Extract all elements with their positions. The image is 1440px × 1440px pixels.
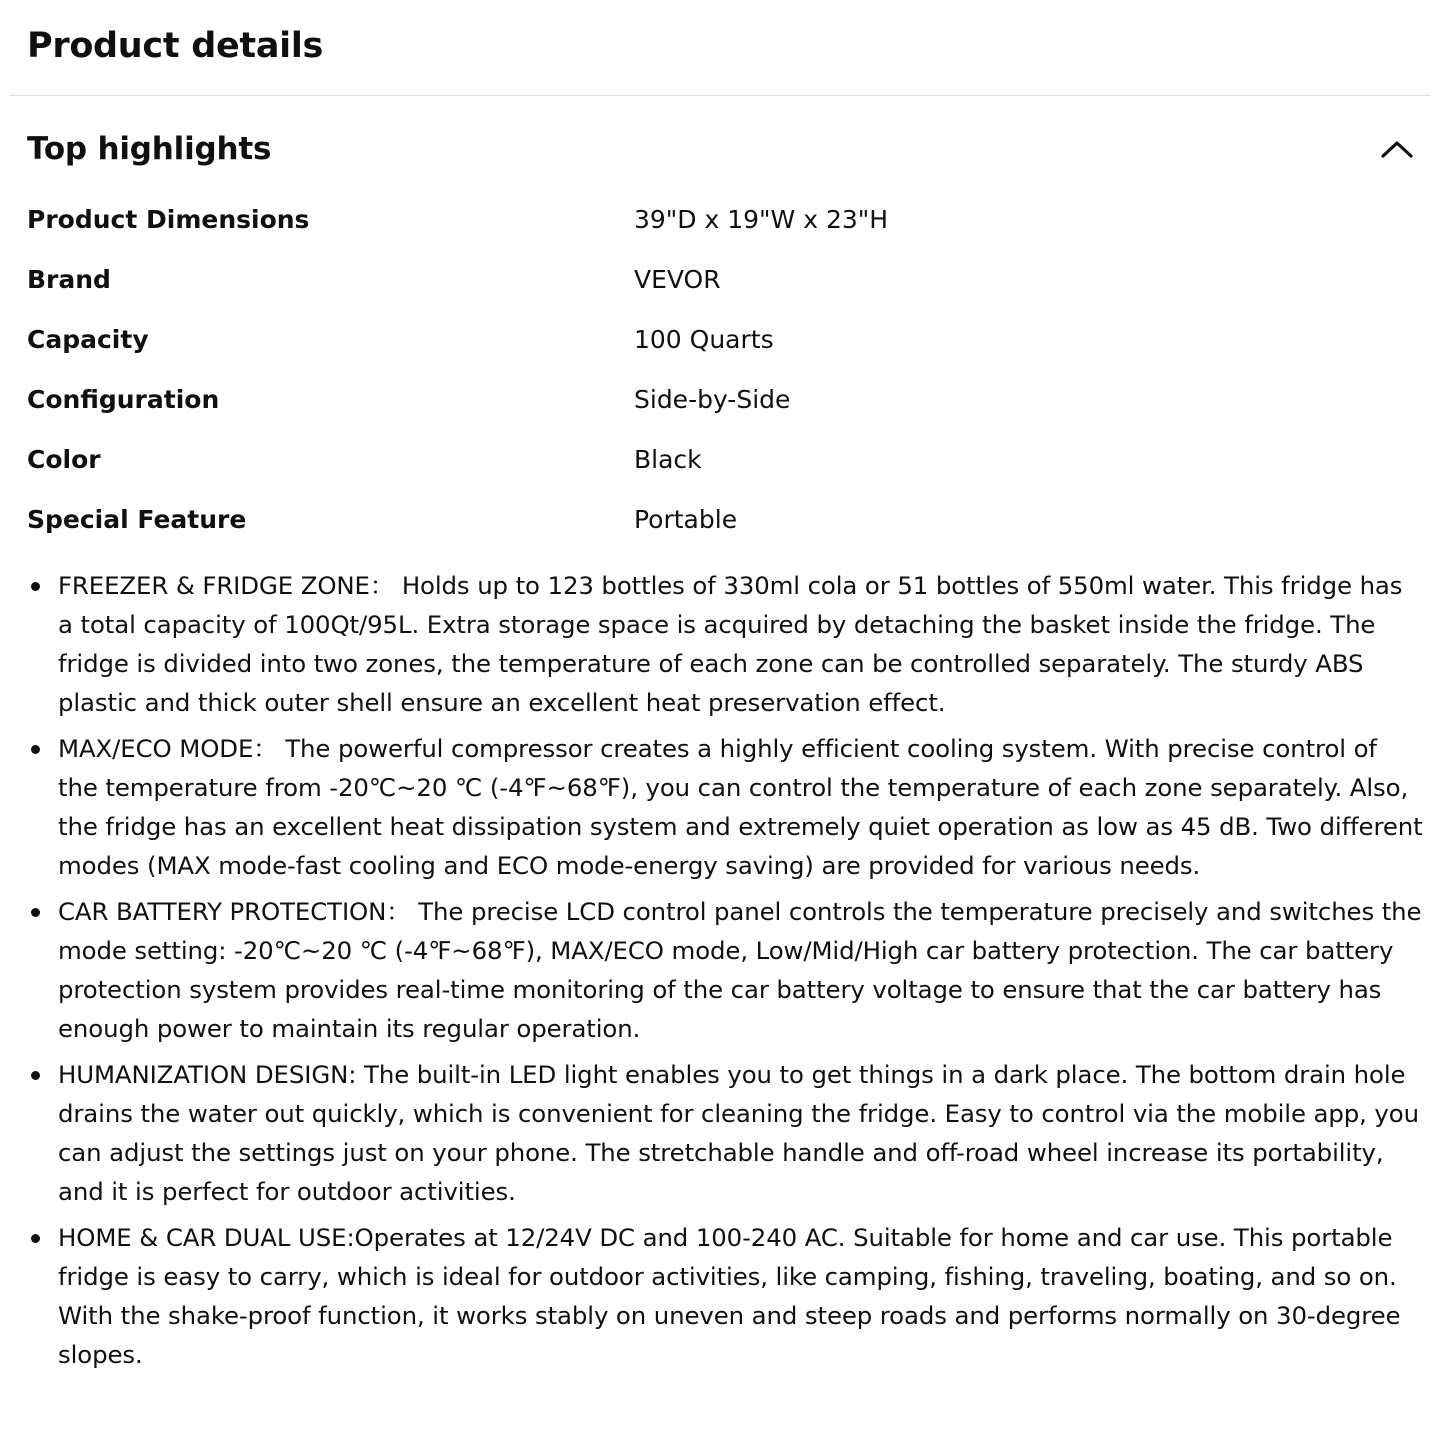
- bullet-dot-icon: [31, 908, 40, 917]
- spec-row-color: [27, 430, 1407, 490]
- spec-row-brand: [27, 250, 1407, 310]
- bullet-dot-icon: [31, 582, 40, 591]
- feature-bullet: [58, 892, 1423, 1048]
- section-title: Top highlights: [27, 131, 272, 167]
- spec-table: [27, 190, 1407, 550]
- spec-label: Configuration: [27, 385, 220, 414]
- spec-label: Product Dimensions: [27, 205, 310, 234]
- feature-bullet-text: HOME & CAR DUAL USE:Operates at 12/24V DC and 100-240 AC. Suitable for home and car use. This portable fridge is easy to carry, which is ideal for outdoor activities, like camping, fishing, traveling, boating, and so on. With the shake-proof function, it works stably on uneven and steep roads and performs normally on 30-degree slopes.: [58, 1223, 1401, 1369]
- spec-row-configuration: [27, 370, 1407, 430]
- bullet-dot-icon: [31, 1071, 40, 1080]
- feature-bullet: [58, 566, 1423, 722]
- spec-label: Capacity: [27, 325, 149, 354]
- spec-value: Side-by-Side: [634, 385, 791, 414]
- spec-value: Black: [634, 445, 702, 474]
- feature-bullet: [58, 1055, 1423, 1211]
- feature-bullet: [58, 729, 1423, 885]
- feature-bullet-text: HUMANIZATION DESIGN: The built-in LED light enables you to get things in a dark place. The bottom drain hole drains the water out quickly, which is convenient for cleaning the fridge. Easy to control via the mobile app, you can adjust the settings just on your phone. The stretchable handle and off-road wheel increase its portability, and it is perfect for outdoor activities.: [58, 1060, 1419, 1206]
- spec-label: Special Feature: [27, 505, 247, 534]
- page-title: Product details: [27, 26, 324, 66]
- spec-label: Brand: [27, 265, 111, 294]
- feature-bullet-text: FREEZER & FRIDGE ZONE： Holds up to 123 bottles of 330ml cola or 51 bottles of 550ml water. This fridge has a total capacity of 100Qt/95L. Extra storage space is acquired by detaching the basket inside the fridge. The fridge is divided into two zones, the temperature of each zone can be controlled separately. The sturdy ABS plastic and thick outer shell ensure an excellent heat preservation effect.: [58, 571, 1403, 717]
- spec-row-capacity: [27, 310, 1407, 370]
- spec-value: 39"D x 19"W x 23"H: [634, 205, 889, 234]
- spec-row-product-dimensions: [27, 190, 1407, 250]
- spec-value: Portable: [634, 505, 738, 534]
- bullet-dot-icon: [31, 745, 40, 754]
- top-highlights-toggle[interactable]: [0, 126, 1440, 176]
- spec-label: Color: [27, 445, 101, 474]
- feature-bullet: [58, 1218, 1423, 1374]
- bullet-dot-icon: [31, 1234, 40, 1243]
- feature-bullet-list: [58, 566, 1423, 1381]
- feature-bullet-text: CAR BATTERY PROTECTION： The precise LCD control panel controls the temperature precisely and switches the mode setting: -20℃~20 ℃ (-4℉~68℉), MAX/ECO mode, Low/Mid/High car battery protection. The car battery protection system provides real-time monitoring of the car battery voltage to ensure that the car battery has enough power to maintain its regular operation.: [58, 897, 1422, 1043]
- spec-row-special-feature: [27, 490, 1407, 550]
- spec-value: VEVOR: [634, 265, 721, 294]
- feature-bullet-text: MAX/ECO MODE： The powerful compressor creates a highly efficient cooling system. With precise control of the temperature from -20℃~20 ℃ (-4℉~68℉), you can control the temperature of each zone separately. Also, the fridge has an excellent heat dissipation system and extremely quiet operation as low as 45 dB. Two different modes (MAX mode-fast cooling and ECO mode-energy saving) are provided for various needs.: [58, 734, 1423, 880]
- section-divider: [10, 95, 1430, 96]
- chevron-up-icon[interactable]: [1379, 134, 1415, 164]
- spec-value: 100 Quarts: [634, 325, 774, 354]
